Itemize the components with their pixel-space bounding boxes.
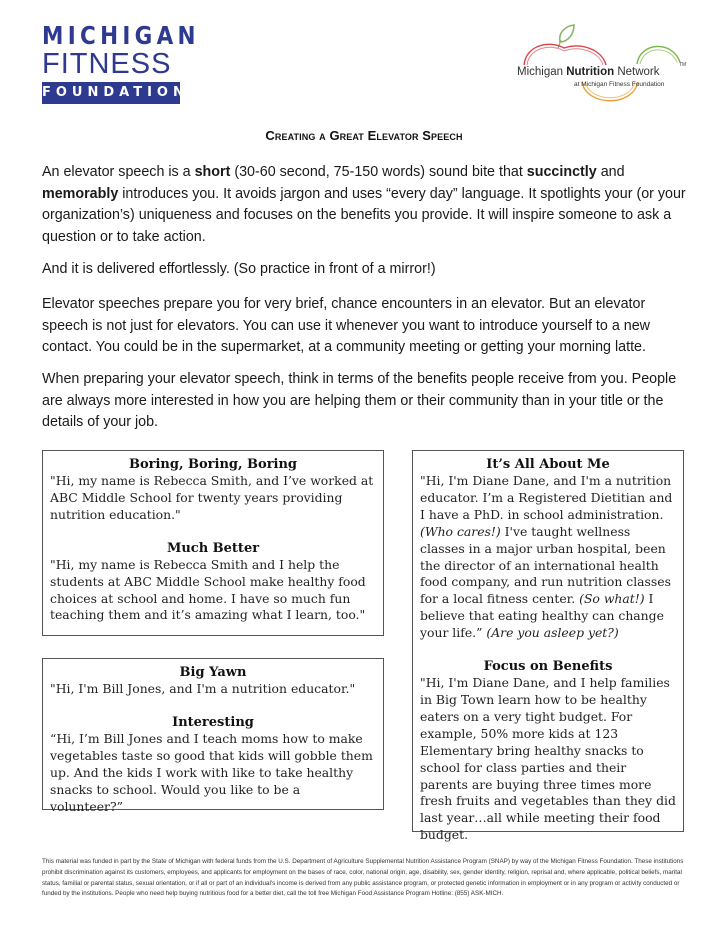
apple-arcs-icon — [514, 20, 704, 110]
michigan-nutrition-network-logo — [514, 20, 704, 110]
heading-big-yawn: Big Yawn — [179, 665, 247, 680]
intro-paragraph-4: When preparing your elevator speech, think in terms of the benefits people receive from you. People are always more interested in how you are helping them or their community than in your title or the details of your job. — [42, 371, 677, 430]
example-box-rebecca — [42, 450, 384, 636]
michigan-fitness-foundation-logo — [42, 21, 200, 104]
example-text-interesting: “Hi, I’m Bill Jones and I teach moms how to make vegetables taste so good that kids will gobble them up. And the kids I work with like to take healthy snacks to school. Would you like to be a volunteer?” — [50, 730, 373, 814]
example-box-bill — [42, 658, 384, 814]
heading-much-better: Much Better — [166, 540, 260, 556]
heading-all-about-me: It’s All About Me — [486, 457, 610, 472]
logo-network-name: Michigan Nutrition Network — [517, 66, 660, 78]
intro-paragraph-2: And it is delivered effortlessly. (So practice in front of a mirror!) — [42, 261, 436, 277]
heading-interesting: Interesting — [172, 714, 254, 730]
intro-paragraph-1: An elevator speech is a short (30-60 second, 75-150 words) sound bite that succinctly and memorably introduces you. It avoids jargon and uses “every day” language. It spotlights your (or your organization’s) uniqueness and focuses on the benefits you provide. It will inspire someone to ask a question or to take action. — [42, 164, 686, 245]
example-text-boring: "Hi, my name is Rebecca Smith, and I’ve worked at ABC Middle School for twenty years providing nutrition education." — [50, 473, 374, 522]
logo-trademark: TM — [679, 62, 687, 68]
logo-fitness-text: FITNESS — [42, 48, 172, 80]
example-box-diane — [412, 450, 684, 843]
logo-michigan-text: MICHIGAN — [42, 21, 200, 50]
example-text-all-about-me: "Hi, I'm Diane Dane, and I'm a nutrition educator. I’m a Registered Dietitian and I have a PhD. in school administration. (Who cares!) I've taught wellness classes in a major urban hospital, been the director of an international health food company, and run nutrition classes for a local fitness center. (So what!) I believe that eating healthy can change your life.” (Are you asleep yet?) — [420, 473, 673, 641]
intro-paragraph-3: Elevator speeches prepare you for very brief, chance encounters in an elevator. But an elevator speech is not just for elevators. You can use it whenever you want to introduce yourself to a new contact. You could be in the supermarket, at a community meeting or getting your morning latte. — [42, 296, 650, 355]
example-text-big-yawn: "Hi, I'm Bill Jones, and I'm a nutrition educator." — [50, 681, 356, 696]
logo-network-subtitle: at Michigan Fitness Foundation — [574, 81, 665, 88]
logo-foundation-text: FOUNDATION — [42, 82, 180, 104]
funding-disclaimer: This material was funded in part by the State of Michigan with federal funds from the U.S. Department of Agriculture Supplemental Nutrition Assistance Program (SNAP) by way of the Michigan Fitness Foundation. These institutions prohibit discrimination against its customers, employees, and applicants for employment on the bases of race, color, national origin, age, disability, sex, gender identity, religion, reprisal and, where applicable, political beliefs, marital status, familial or parental status, sexual orientation, or if all or part of an individual's income is derived from any public assistance program, or protected genetic information in employment or in any program or activity conducted or funded by the institutions. People who need help buying nutritious food for a better diet, call the toll free Michigan Food Assistance Program Hotline: (855) ASK-MICH. — [42, 858, 684, 898]
example-text-focus-on-benefits: "Hi, I'm Diane Dane, and I help families in Big Town learn how to be healthy eaters on a very tight budget. For example, 50% more kids at 123 Elementary bring healthy snacks to school for class parties and their parents are buying three times more fresh fruits and vegetables than they did last year…all while meeting their food budget. — [420, 675, 676, 843]
example-text-much-better: "Hi, my name is Rebecca Smith and I help the students at ABC Middle School make healthy food choices at school and home. I have so much fun teaching them and it’s amazing what I learn, too." — [50, 556, 366, 623]
heading-boring: Boring, Boring, Boring — [128, 457, 298, 472]
document-title: Creating a Great Elevator Speech — [265, 128, 463, 143]
heading-focus-on-benefits: Focus on Benefits — [483, 659, 613, 675]
